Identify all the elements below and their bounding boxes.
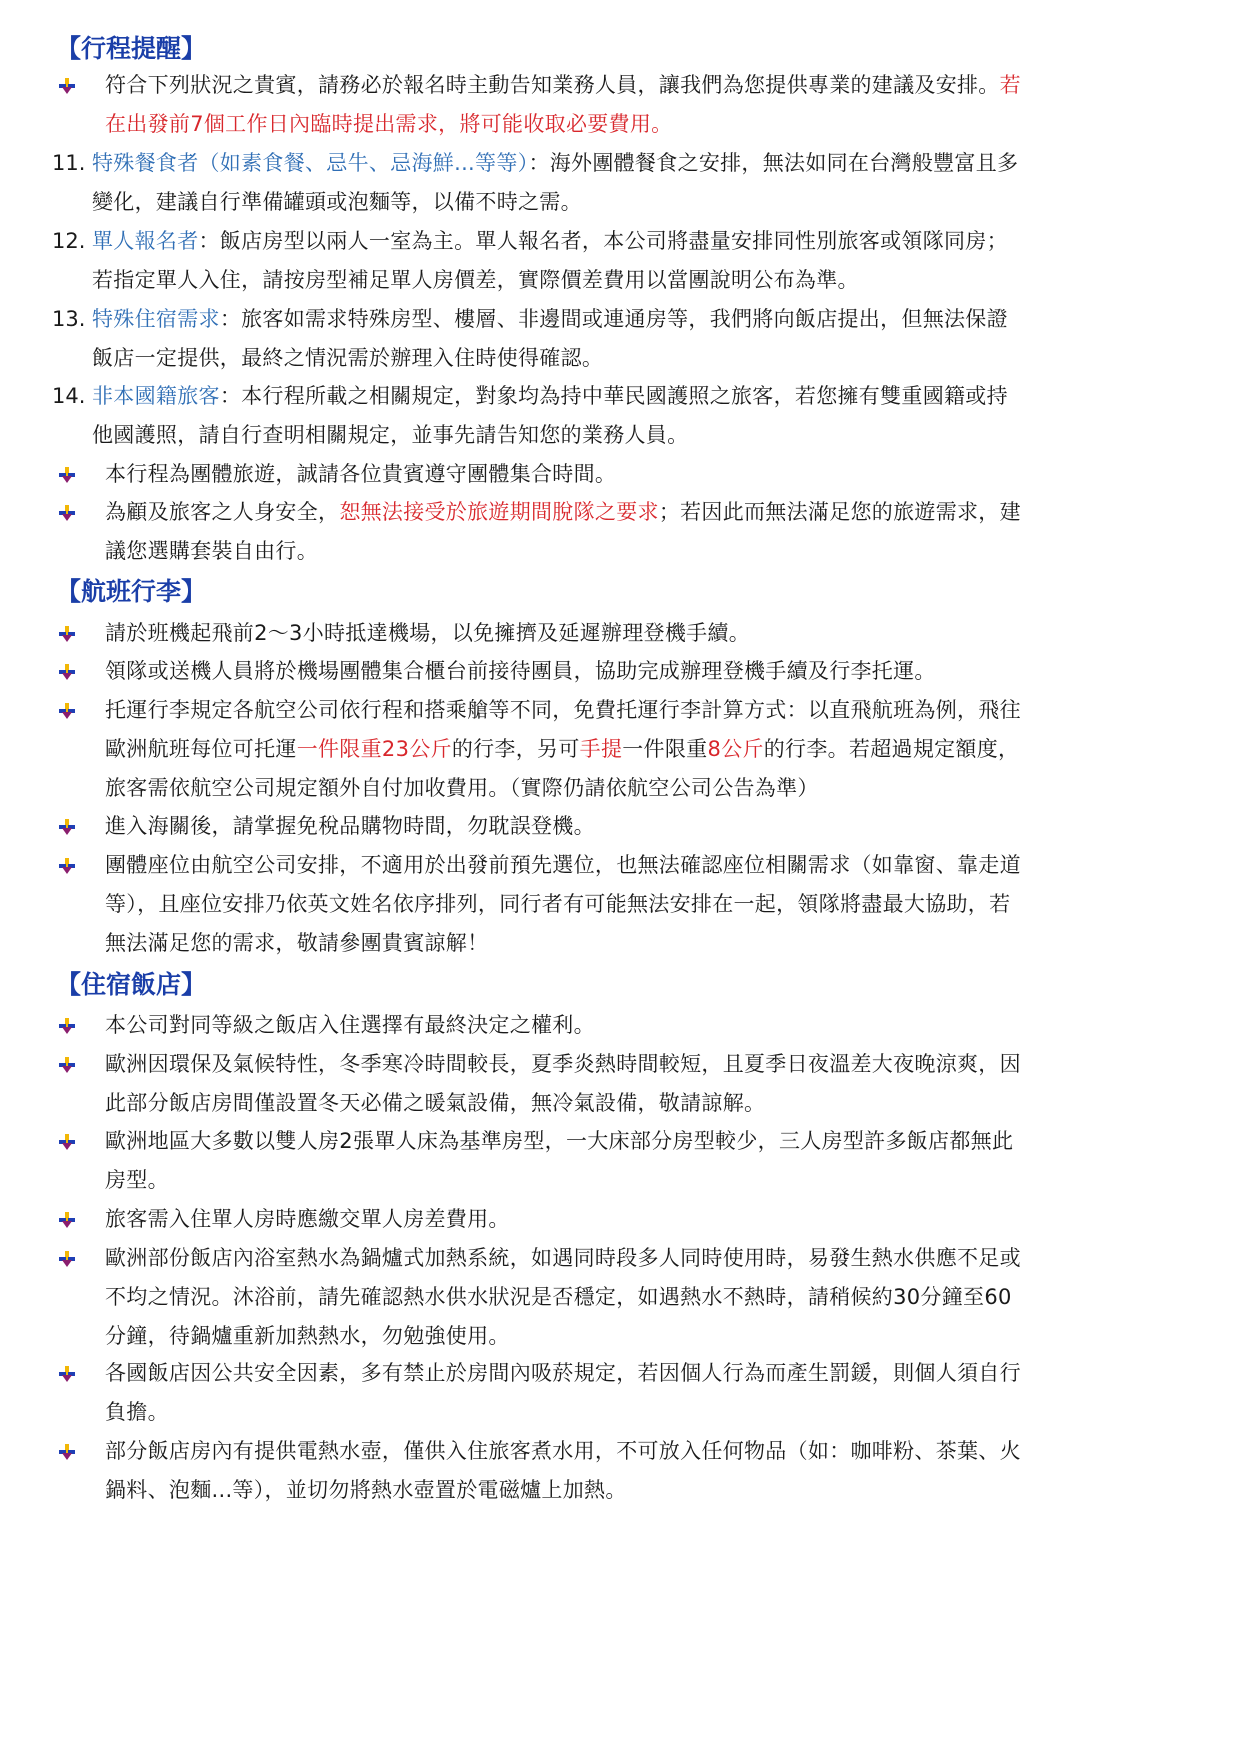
body-text: 領隊或送機人員將於機場團體集合櫃台前接待團員，協助完成辦理登機手續及行李托運。	[105, 659, 936, 683]
body-text: 托運行李規定各航空公司依行程和搭乘艙等不同，免費托運行李計算方式：以直飛航班為例，飛往	[105, 698, 1021, 722]
body-text: 等），且座位安排乃依英文姓名依序排列，同行者有可能無法安排在一起，領隊將盡最大協助，若	[105, 892, 1011, 916]
body-text: 負擔。	[105, 1400, 169, 1424]
item-number: 13.	[52, 307, 86, 331]
arrow-bullet-icon	[58, 857, 76, 875]
text-line	[105, 889, 1010, 919]
body-text: 歐洲航班每位可托運	[105, 737, 297, 761]
body-text: 歐洲地區大多數以雙人房2張單人床為基準房型，一大床部分房型較少，三人房型許多飯店都無此	[105, 1129, 1014, 1153]
arrow-bullet-icon	[58, 504, 76, 522]
arrow-bullet-icon	[58, 1133, 76, 1151]
body-text: ：飯店房型以兩人一室為主。單人報名者，本公司將盡量安排同性別旅客或領隊同房；	[198, 229, 1008, 253]
body-text: 變化，建議自行準備罐頭或泡麵等，以備不時之需。	[92, 190, 582, 214]
text-line	[105, 1126, 1013, 1156]
text-line	[105, 734, 1019, 764]
highlight-red-text: 一件限重23公斤	[296, 737, 452, 761]
text-line	[92, 187, 582, 217]
body-text: ：海外團體餐食之安排，無法如同在台灣般豐富且多	[528, 151, 1019, 175]
highlight-red-text: 在出發前7個工作日內臨時提出需求，將可能收取必要費用。	[105, 112, 673, 136]
body-text: 不均之情況。沐浴前，請先確認熱水供水狀況是否穩定，如遇熱水不熱時，請稍候約30分鐘至60	[105, 1285, 1012, 1309]
body-text: 旅客需依航空公司規定額外自付加收費用。（實際仍請依航空公司公告為準）	[105, 776, 819, 800]
text-line	[105, 109, 672, 139]
body-text: 進入海關後，請掌握免稅品購物時間，勿耽誤登機。	[105, 814, 595, 838]
arrow-bullet-icon	[58, 625, 76, 643]
text-line	[105, 70, 1021, 100]
text-line	[105, 1010, 595, 1040]
text-line	[92, 148, 1018, 178]
arrow-bullet-icon	[58, 818, 76, 836]
body-text: 部分飯店房內有提供電熱水壺，僅供入住旅客煮水用，不可放入任何物品（如：咖啡粉、茶葉、火	[105, 1439, 1021, 1463]
arrow-bullet-icon	[58, 1056, 76, 1074]
body-text: 無法滿足您的需求，敬請參團貴賓諒解！	[105, 931, 489, 955]
body-text: 若指定單人入住，請按房型補足單人房價差，實際價差費用以當團說明公布為準。	[92, 268, 859, 292]
highlight-red-text: 手提	[579, 737, 623, 761]
text-line	[105, 618, 750, 648]
body-text: 旅客需入住單人房時應繳交單人房差費用。	[105, 1207, 510, 1231]
body-text: ；若因此而無法滿足您的旅遊需求，建	[658, 500, 1021, 524]
term-blue-text: 單人報名者	[92, 229, 199, 253]
arrow-bullet-icon	[58, 1250, 76, 1268]
arrow-bullet-icon	[58, 1017, 76, 1035]
text-line	[105, 1088, 765, 1118]
body-text: 飯店一定提供，最終之情況需於辦理入住時使得確認。	[92, 346, 604, 370]
text-line	[105, 1204, 510, 1234]
body-text: ：本行程所載之相關規定，對象均為持中華民國護照之旅客，若您擁有雙重國籍或持	[219, 384, 1008, 408]
text-line	[105, 928, 488, 958]
body-text: 請於班機起飛前2～3小時抵達機場，以免擁擠及延遲辦理登機手續。	[105, 621, 751, 645]
text-line	[105, 850, 1021, 880]
section-heading: 【住宿飯店】	[56, 970, 207, 999]
text-line	[105, 1358, 1021, 1388]
body-text: 議您選購套裝自由行。	[105, 539, 318, 563]
text-line	[105, 1475, 627, 1505]
body-text: 團體座位由航空公司安排，不適用於出發前預先選位，也無法確認座位相關需求（如靠窗、靠走道	[105, 853, 1021, 877]
highlight-red-text: 恕無法接受於旅遊期間脫隊之要求	[339, 500, 659, 524]
arrow-bullet-icon	[58, 1443, 76, 1461]
body-text: 鍋料、泡麵...等），並切勿將熱水壺置於電磁爐上加熱。	[105, 1478, 627, 1502]
text-line	[105, 536, 318, 566]
text-line	[105, 1049, 1021, 1079]
body-text: 此部分飯店房間僅設置冬天必備之暖氣設備，無冷氣設備，敬請諒解。	[105, 1091, 766, 1115]
arrow-bullet-icon	[58, 77, 76, 95]
text-line	[105, 1243, 1021, 1273]
item-number: 11.	[52, 151, 86, 175]
body-text: 房型。	[105, 1168, 169, 1192]
text-line	[105, 459, 616, 489]
highlight-red-text: 若	[999, 73, 1021, 97]
item-number: 12.	[52, 229, 86, 253]
section-heading: 【行程提醒】	[56, 34, 207, 63]
arrow-bullet-icon	[58, 466, 76, 484]
highlight-red-text: 8公斤	[707, 737, 764, 761]
body-text: ：旅客如需求特殊房型、樓層、非邊間或連通房等，我們將向飯店提出，但無法保證	[219, 307, 1008, 331]
term-blue-text: 特殊住宿需求	[92, 307, 220, 331]
text-line	[105, 1436, 1021, 1466]
body-text: 分鐘，待鍋爐重新加熱熱水，勿勉強使用。	[105, 1324, 510, 1348]
arrow-bullet-icon	[58, 663, 76, 681]
text-line	[105, 1165, 169, 1195]
text-line	[92, 304, 1008, 334]
body-text: 的行李，另可	[451, 737, 580, 761]
text-line	[105, 656, 936, 686]
text-line	[92, 265, 859, 295]
text-line	[105, 1321, 510, 1351]
text-line	[105, 1397, 169, 1427]
section-heading: 【航班行李】	[56, 577, 207, 606]
text-line	[105, 1282, 1012, 1312]
text-line	[105, 497, 1021, 527]
term-blue-text: 非本國籍旅客	[92, 384, 220, 408]
body-text: 他國護照，請自行查明相關規定，並事先請告知您的業務人員。	[92, 423, 689, 447]
item-number: 14.	[52, 384, 86, 408]
body-text: 歐洲因環保及氣候特性，冬季寒冷時間較長，夏季炎熱時間較短，且夏季日夜溫差大夜晚涼爽，因	[105, 1052, 1021, 1076]
text-line	[92, 343, 603, 373]
arrow-bullet-icon	[58, 702, 76, 720]
body-text: 各國飯店因公共安全因素，多有禁止於房間內吸菸規定，若因個人行為而產生罰鍰，則個人須自行	[105, 1361, 1021, 1385]
text-line	[105, 773, 819, 803]
text-line	[92, 226, 1008, 256]
term-blue-text: 特殊餐食者（如素食餐、忌牛、忌海鮮...等等）	[92, 151, 529, 175]
text-line	[92, 381, 1008, 411]
arrow-bullet-icon	[58, 1365, 76, 1383]
text-line	[92, 420, 688, 450]
body-text: 本公司對同等級之飯店入住選擇有最終決定之權利。	[105, 1013, 595, 1037]
body-text: 一件限重	[622, 737, 708, 761]
body-text: 歐洲部份飯店內浴室熱水為鍋爐式加熱系統，如遇同時段多人同時使用時，易發生熱水供應不足或	[105, 1246, 1021, 1270]
text-line	[105, 695, 1021, 725]
body-text: 的行李。若超過規定額度，	[763, 737, 1020, 761]
body-text: 本行程為團體旅遊，誠請各位貴賓遵守團體集合時間。	[105, 462, 617, 486]
arrow-bullet-icon	[58, 1211, 76, 1229]
text-line	[105, 811, 595, 841]
body-text: 為顧及旅客之人身安全，	[105, 500, 340, 524]
body-text: 符合下列狀況之貴賓，請務必於報名時主動告知業務人員，讓我們為您提供專業的建議及安排。	[105, 73, 1000, 97]
